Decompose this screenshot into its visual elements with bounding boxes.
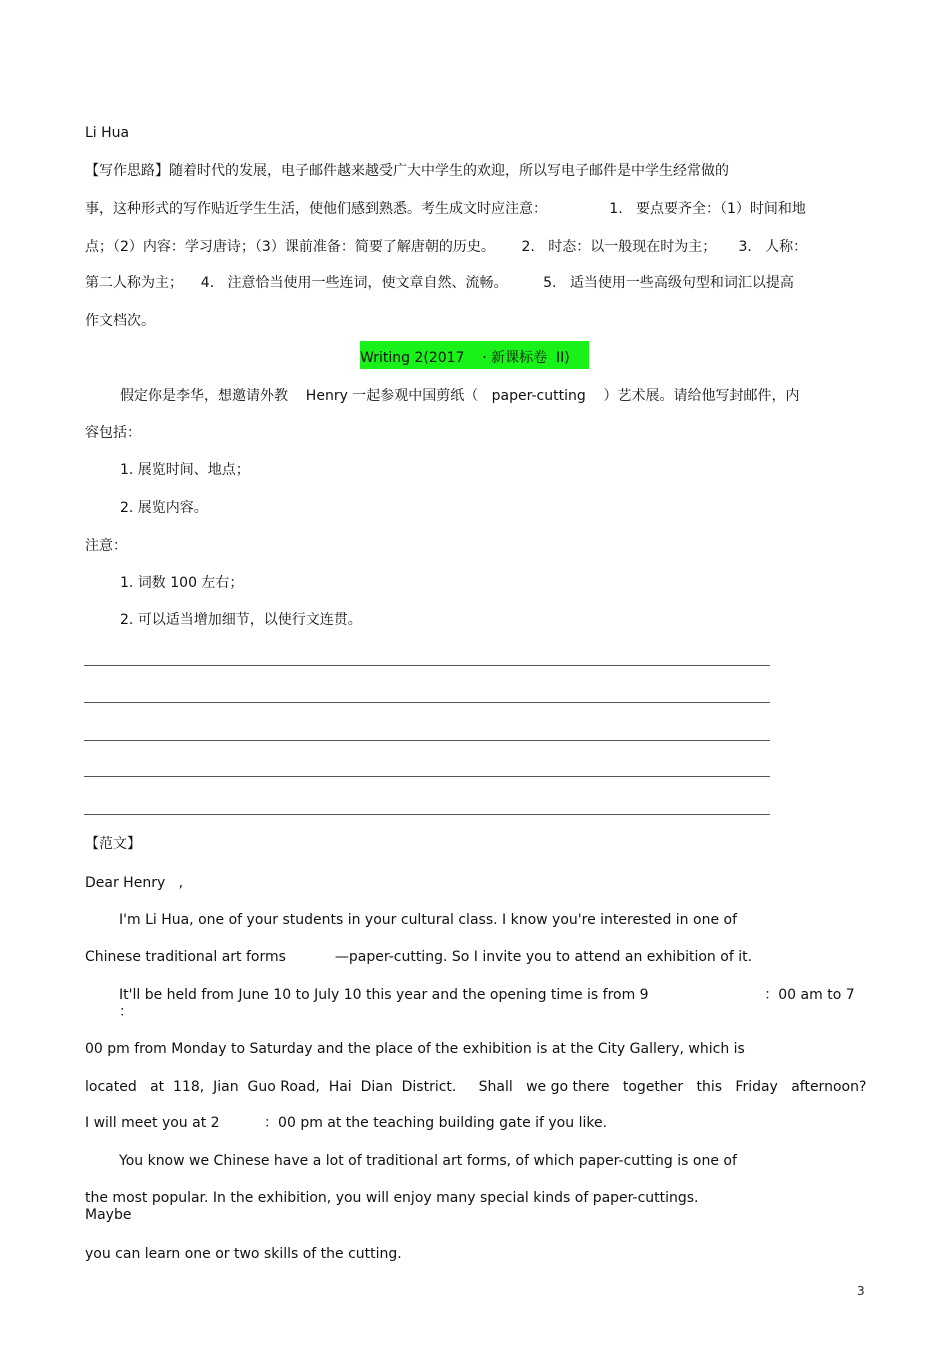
essay-line: 00 pm from Monday to Saturday and the place of the exhibition is at the City Gallery, which is [85,1041,745,1057]
essay-line: Chinese traditional art forms —paper-cutting. So I invite you to attend an exhibition of it. [85,949,753,965]
analysis-line: 第二人称为主； 4. 注意恰当使用一些连词，使文章自然、流畅。 5. 适当使用一些高级句型和词汇以提高 [85,275,794,291]
note-item: 2. 可以适当增加细节，以使行文连贯。 [120,612,362,628]
essay-line: ： [119,1004,133,1020]
essay-line: You know we Chinese have a lot of traditional art forms, of which paper-cutting is one of [119,1153,737,1169]
essay-line: I'm Li Hua, one of your students in your cultural class. I know you're interested in one of [119,912,737,928]
essay-line: I will meet you at 2 ：00 pm at the teaching building gate if you like. [85,1115,608,1131]
signature: Li Hua [85,125,130,141]
answer-line[interactable] [84,776,770,777]
section-title: Writing 2(2017 · 新课标卷 II) [360,350,570,366]
essay-line: located at 118, Jian Guo Road, Hai Dian District. Shall we go there together this Friday afternoon? [85,1079,867,1095]
page-number: 3 [857,1284,865,1298]
note-item: 1. 词数 100 左右； [120,575,244,591]
answer-line[interactable] [84,740,770,741]
essay-line: the most popular. In the exhibition, you will enjoy many special kinds of paper-cuttings. [85,1190,699,1206]
answer-line[interactable] [84,665,770,666]
analysis-line: 【写作思路】随着时代的发展，电子邮件越来越受广大中学生的欢迎，所以写电子邮件是中学生经常做的 [85,163,729,179]
essay-line: you can learn one or two skills of the cutting. [85,1246,402,1262]
answer-line[interactable] [84,814,770,815]
prompt-line: 容包括： [85,425,141,441]
prompt-item: 2. 展览内容。 [120,500,208,516]
section-title-highlight [360,341,589,369]
prompt-line: 假定你是李华，想邀请外教 Henry 一起参观中国剪纸（ paper-cutting ）艺术展。请给他写封邮件，内 [120,388,800,404]
analysis-line: 点；（2）内容：学习唐诗；（3）课前准备：简要了解唐朝的历史。 2. 时态：以一般现在时为主； 3. 人称： [85,239,808,255]
essay-line: Maybe [85,1207,132,1223]
analysis-line: 作文档次。 [85,313,155,329]
answer-line[interactable] [84,702,770,703]
essay-line: It'll be held from June 10 to July 10 this year and the opening time is from 9 ：00 am to 7 [119,987,855,1003]
model-essay-label: 【范文】 [85,836,141,852]
note-label: 注意： [85,538,127,554]
analysis-line: 事，这种形式的写作贴近学生生活，使他们感到熟悉。考生成文时应注意： 1. 要点要齐全：（1）时间和地 [85,201,806,217]
prompt-item: 1. 展览时间、地点； [120,462,250,478]
greeting: Dear Henry , [85,875,184,891]
